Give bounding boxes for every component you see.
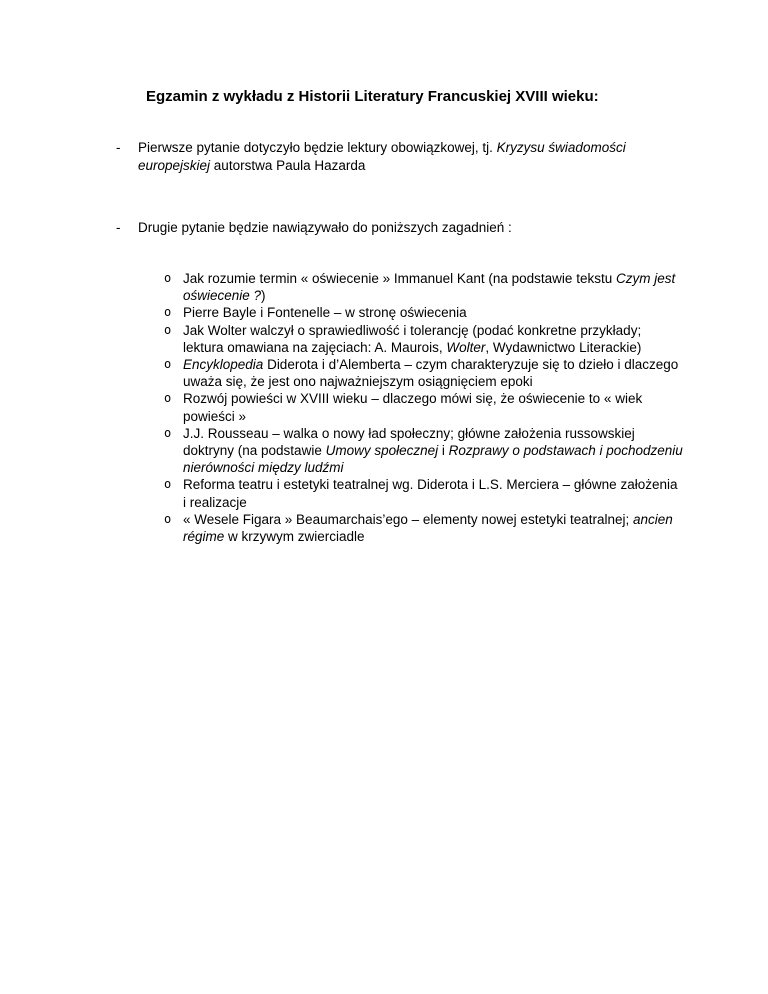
exam-question-2 xyxy=(116,219,676,237)
text-segment: , Wydawnictwo Literackie) xyxy=(485,339,642,355)
topic-item-6 xyxy=(164,425,684,477)
text-segment: w krzywym zwierciadle xyxy=(224,529,365,545)
circle-bullet-icon: o xyxy=(164,391,172,406)
exam-question-1 xyxy=(116,139,676,175)
topic-item-3 xyxy=(164,322,684,356)
document-title: Egzamin z wykładu z Historii Literatury Francuskiej XVIII wieku: xyxy=(146,88,599,105)
dash-marker: - xyxy=(116,220,121,235)
circle-bullet-icon: o xyxy=(164,357,172,372)
topic-item-8 xyxy=(164,511,684,545)
text-segment: Rozwój powieści w XVIII wieku – dlaczego mówi się, że oświecenie to « wiek powieści » xyxy=(183,391,643,424)
topic-item-1 xyxy=(164,270,684,304)
topic-list xyxy=(164,270,684,545)
text-segment: Pierre Bayle i Fontenelle – w stronę oświecenia xyxy=(183,305,467,321)
topic-item-5 xyxy=(164,390,684,424)
text-segment: ) xyxy=(261,288,266,304)
text-segment: « Wesele Figara » Beaumarchais’ego – elementy nowej estetyki teatralnej; xyxy=(183,511,633,527)
text-segment: Pierwsze pytanie dotyczyło będzie lektury obowiązkowej, tj. xyxy=(138,140,497,155)
circle-bullet-icon: o xyxy=(164,477,172,492)
book-title: ancien régime xyxy=(183,511,673,545)
circle-bullet-icon: o xyxy=(164,271,172,285)
text-segment: J.J. Rousseau – walka o nowy ład społeczny; główne założenia russowskiej doktryny (na podstawie xyxy=(183,425,635,459)
book-title: Wolter xyxy=(446,339,486,355)
text-segment: i xyxy=(438,443,449,459)
topic-item-2 xyxy=(164,304,684,321)
dash-marker: - xyxy=(116,140,121,155)
question-2-text: Drugie pytanie będzie nawiązywało do poniższych zagadnień : xyxy=(138,220,512,235)
topic-item-7 xyxy=(164,476,684,510)
circle-bullet-icon: o xyxy=(164,322,172,337)
book-title: Kryzysu świadomości europejskiej xyxy=(138,140,626,173)
topic-item-4 xyxy=(164,356,684,390)
text-segment: Jak Wolter walczył o sprawiedliwość i tolerancję (podać konkretne przykłady; lektura omawiana na zajęciach: A. Maurois, xyxy=(183,322,642,355)
question-1-text xyxy=(138,139,676,175)
book-title: Encyklopedia xyxy=(183,357,264,373)
book-title: Rozprawy o podstawach i pochodzeniu nierówności między ludźmi xyxy=(183,443,683,476)
book-title: Czym jest oświecenie ? xyxy=(183,271,676,304)
book-title: Umowy społecznej xyxy=(325,443,439,459)
text-segment: Reforma teatru i estetyki teatralnej wg. Diderota i L.S. Merciera – główne założenia i realizacje xyxy=(183,477,678,510)
circle-bullet-icon: o xyxy=(164,425,172,440)
text-segment: Diderota i d’Alemberta – czym charakteryzuje się to dzieło i dlaczego uważa się, że jest ono najważniejszym osiągnięciem epoki xyxy=(183,357,679,390)
circle-bullet-icon: o xyxy=(164,511,172,526)
circle-bullet-icon: o xyxy=(164,305,172,320)
text-segment: Jak rozumie termin « oświecenie » Immanuel Kant (na podstawie tekstu xyxy=(183,271,616,286)
text-segment: autorstwa Paula Hazarda xyxy=(210,158,366,173)
